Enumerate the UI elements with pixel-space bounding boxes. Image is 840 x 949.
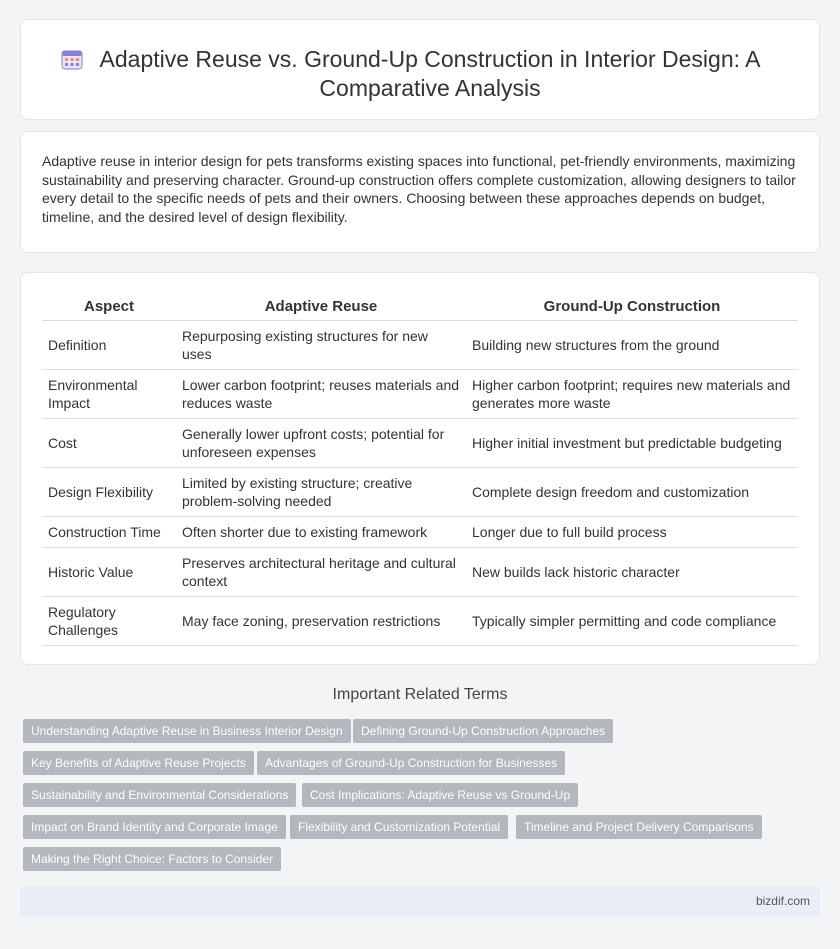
- intro-paragraph: Adaptive reuse in interior design for pets transforms existing spaces into functional, pet-friendly environments, maximizing sustainability and preserving character. Ground-up construction offers complete customization, allowing designers to tailor every detail to the specific needs of pets and their owners. Choosing between these approaches depends on budget, timeline, and the desired level of design flexibility.: [42, 153, 796, 225]
- table-header-row: [42, 294, 798, 320]
- table-row: [42, 320, 798, 369]
- cell-adaptive-reuse: Generally lower upfront costs; potential for unforeseen expenses: [176, 418, 466, 467]
- header-aspect: Aspect: [42, 294, 176, 320]
- cell-ground-up: Building new structures from the ground: [466, 320, 798, 369]
- comparison-card: [20, 272, 820, 665]
- cell-adaptive-reuse: Lower carbon footprint; reuses materials and reduces waste: [176, 369, 466, 418]
- related-term-tag[interactable]: Defining Ground-Up Construction Approaches: [353, 719, 613, 743]
- cell-ground-up: Typically simpler permitting and code compliance: [466, 596, 798, 645]
- cell-aspect: Historic Value: [42, 547, 176, 596]
- cell-aspect: Environmental Impact: [42, 369, 176, 418]
- table-row: [42, 418, 798, 467]
- related-terms-heading: Important Related Terms: [332, 686, 508, 703]
- cell-adaptive-reuse: Often shorter due to existing framework: [176, 516, 466, 547]
- related-term-tag[interactable]: Impact on Brand Identity and Corporate Image: [23, 815, 286, 839]
- title-card: [20, 19, 820, 120]
- header-ground-up: Ground-Up Construction: [466, 294, 798, 320]
- cell-adaptive-reuse: May face zoning, preservation restrictions: [176, 596, 466, 645]
- related-term-tag[interactable]: Advantages of Ground-Up Construction for Businesses: [257, 751, 565, 775]
- related-term-tag[interactable]: Sustainability and Environmental Considerations: [23, 783, 296, 807]
- cell-ground-up: New builds lack historic character: [466, 547, 798, 596]
- related-term-tag[interactable]: Timeline and Project Delivery Comparisons: [516, 815, 762, 839]
- cell-ground-up: Complete design freedom and customization: [466, 467, 798, 516]
- table-row: [42, 467, 798, 516]
- cell-adaptive-reuse: Repurposing existing structures for new uses: [176, 320, 466, 369]
- related-term-tag[interactable]: Key Benefits of Adaptive Reuse Projects: [23, 751, 254, 775]
- cell-adaptive-reuse: Limited by existing structure; creative problem-solving needed: [176, 467, 466, 516]
- related-term-tag[interactable]: Cost Implications: Adaptive Reuse vs Ground-Up: [302, 783, 578, 807]
- related-term-tag[interactable]: Flexibility and Customization Potential: [290, 815, 508, 839]
- cell-aspect: Definition: [42, 320, 176, 369]
- table-row: [42, 596, 798, 645]
- cell-ground-up: Higher carbon footprint; requires new materials and generates more waste: [466, 369, 798, 418]
- page-title: Adaptive Reuse vs. Ground-Up Construction in Interior Design: A Comparative Analysis: [99, 46, 761, 101]
- cell-ground-up: Higher initial investment but predictable budgeting: [466, 418, 798, 467]
- table-row: [42, 369, 798, 418]
- related-term-tag[interactable]: Understanding Adaptive Reuse in Business Interior Design: [23, 719, 351, 743]
- cell-ground-up: Longer due to full build process: [466, 516, 798, 547]
- footer-bar: [20, 886, 820, 917]
- cell-aspect: Construction Time: [42, 516, 176, 547]
- footer-site-link[interactable]: bizdif.com: [755, 894, 810, 908]
- table-row: [42, 516, 798, 547]
- intro-card: [20, 131, 820, 253]
- table-row: [42, 547, 798, 596]
- comparison-table: [42, 294, 798, 646]
- cell-aspect: Cost: [42, 418, 176, 467]
- related-term-tag[interactable]: Making the Right Choice: Factors to Consider: [23, 847, 281, 871]
- cell-aspect: Regulatory Challenges: [42, 596, 176, 645]
- cell-adaptive-reuse: Preserves architectural heritage and cultural context: [176, 547, 466, 596]
- cell-aspect: Design Flexibility: [42, 467, 176, 516]
- header-adaptive-reuse: Adaptive Reuse: [176, 294, 466, 320]
